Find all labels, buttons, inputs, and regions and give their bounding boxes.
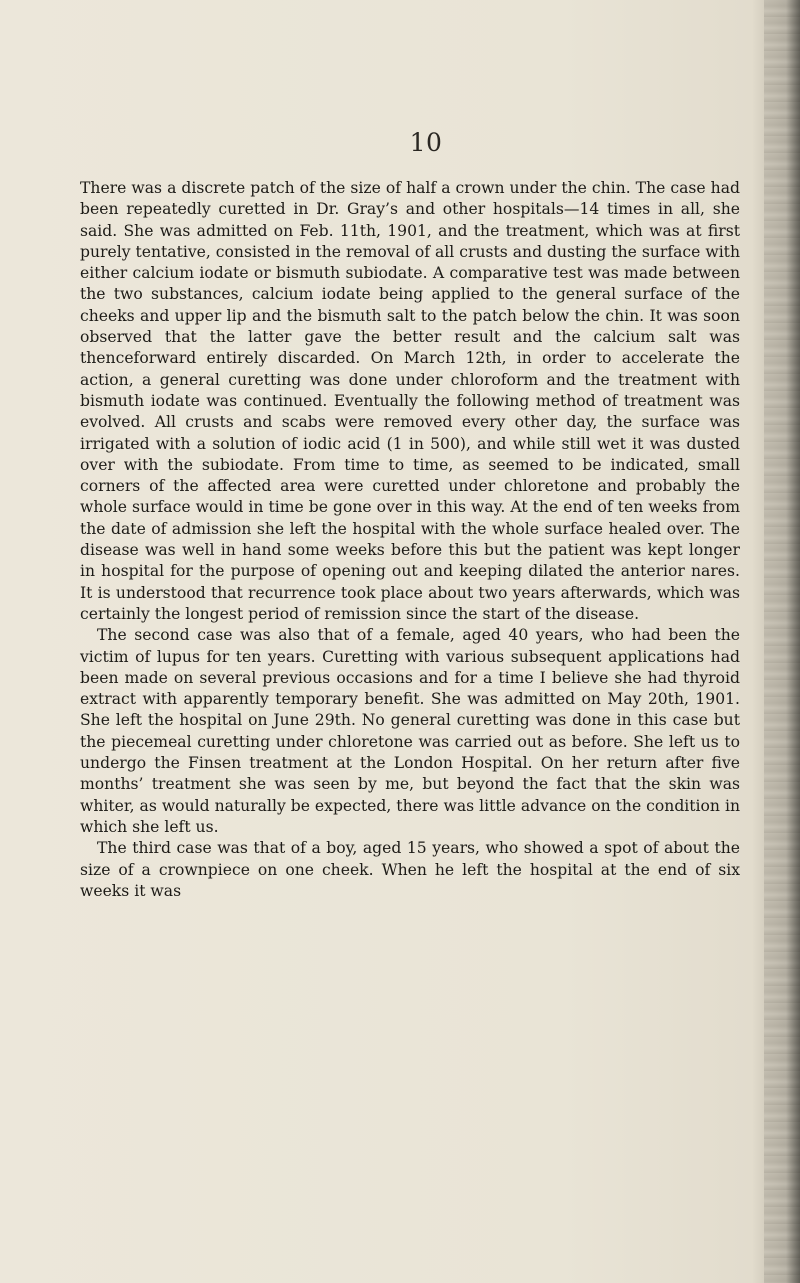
paragraph-third-case: The third case was that of a boy, aged 15 years, who showed a spot of about the size of a crownpiece on one cheek. When he left the hospital at the end of six weeks it was bbox=[80, 839, 740, 900]
paragraph-second-case: The second case was also that of a female, aged 40 years, who had been the victim of lupus for ten years. Curetting with various subsequent applications had been made on several previous occasions and for a time I believe she had thyroid extract with apparently temporary benefit. She was admitted on May 20th, 1901. She left the hospital on June 29th. No general curetting was done in this case but the piecemeal curetting under chloretone was carried out as before. She left us to undergo the Finsen treatment at the London Hospital. On her return after five months’ treatment she was seen by me, but beyond the fact that the skin was whiter, as would naturally be expected, there was little advance on the condition in which she left us. bbox=[80, 626, 740, 836]
page-binding-shadow bbox=[786, 0, 800, 1283]
page-number: 10 bbox=[409, 128, 443, 157]
body-text bbox=[80, 178, 740, 902]
paragraph-first-case: There was a discrete patch of the size of half a crown under the chin. The case had been repeatedly curetted in Dr. Gray’s and other hospitals—14 times in all, she said. She was admitted on Feb. 11th, 1901, and the treatment, which was at first purely tentative, consisted in the removal of all crusts and dusting the surface with either calcium iodate or bismuth subiodate. A comparative test was made between the two substances, calcium iodate being applied to the general surface of the cheeks and upper lip and the bismuth salt to the patch below the chin. It was soon observed that the latter gave the better result and the calcium salt was thenceforward entirely discarded. On March 12th, in order to accelerate the action, a general curetting was done under chloroform and the treatment with bismuth iodate was continued. Eventually the following method of treatment was evolved. All crusts and scabs were removed every other day, the surface was irrigated with a solution of iodic acid (1 in 500), and while still wet it was dusted over with the subiodate. From time to time, as seemed to be indicated, small corners of the affected area were curetted under chloretone and probably the whole surface would in time be gone over in this way. At the end of ten weeks from the date of admission she left the hospital with the whole surface healed over. The disease was well in hand some weeks before this but the patient was kept longer in hospital for the purpose of opening out and keeping dilated the anterior nares. It is understood that recurrence took place about two years afterwards, which was certainly the longest period of remission since the start of the disease. bbox=[80, 179, 740, 623]
